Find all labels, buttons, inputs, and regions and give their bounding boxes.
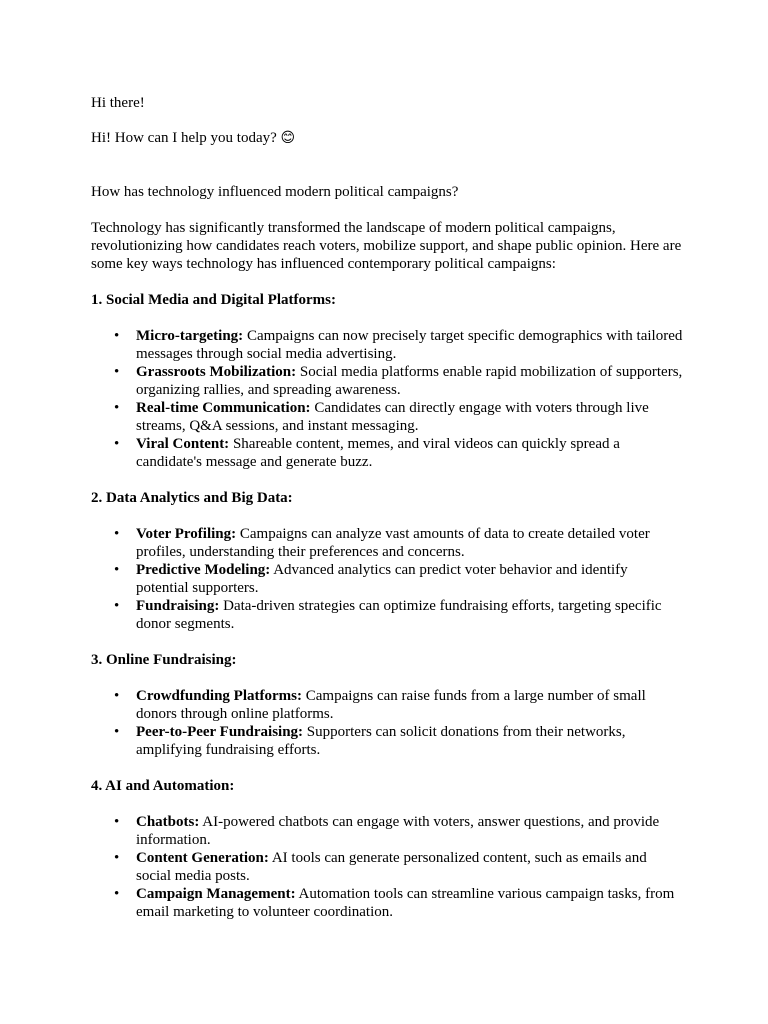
list-item-term: Real-time Communication: bbox=[136, 400, 311, 416]
list-item bbox=[114, 561, 683, 597]
list-item-text: Shareable content, memes, and viral videos can quickly spread a candidate's message and generate buzz. bbox=[136, 436, 620, 470]
bullet-icon: • bbox=[114, 598, 120, 614]
list-item-term: Crowdfunding Platforms: bbox=[136, 688, 302, 704]
section-list-social-media bbox=[91, 327, 683, 471]
list-item-text: Supporters can solicit donations from their networks, amplifying fundraising efforts. bbox=[136, 724, 626, 758]
list-item-text: Campaigns can raise funds from a large number of small donors through online platforms. bbox=[136, 688, 646, 722]
document-content bbox=[91, 94, 683, 939]
list-item-term: Fundraising: bbox=[136, 598, 220, 614]
list-item bbox=[114, 849, 683, 885]
list-item bbox=[114, 327, 683, 363]
list-item bbox=[114, 885, 683, 921]
list-item-text: Advanced analytics can predict voter behavior and identify potential supporters. bbox=[136, 562, 628, 596]
list-item bbox=[114, 363, 683, 399]
list-item bbox=[114, 813, 683, 849]
bullet-icon: • bbox=[114, 526, 120, 542]
bullet-icon: • bbox=[114, 364, 120, 380]
smiley-icon: 😊 bbox=[280, 130, 296, 146]
bullet-icon: • bbox=[114, 562, 120, 578]
bullet-icon: • bbox=[114, 814, 120, 830]
list-item-term: Content Generation: bbox=[136, 850, 269, 866]
list-item-text: Candidates can directly engage with voters through live streams, Q&A sessions, and instant messaging. bbox=[136, 400, 649, 434]
section-title-data-analytics: 2. Data Analytics and Big Data: bbox=[91, 490, 293, 506]
list-item-term: Predictive Modeling: bbox=[136, 562, 271, 578]
section-list-online-fundraising bbox=[91, 687, 683, 759]
bullet-icon: • bbox=[114, 850, 120, 866]
bullet-icon: • bbox=[114, 886, 120, 902]
bullet-icon: • bbox=[114, 328, 120, 344]
section-title-ai-automation: 4. AI and Automation: bbox=[91, 778, 235, 794]
list-item bbox=[114, 399, 683, 435]
assistant-greeting bbox=[91, 129, 683, 147]
list-item-term: Chatbots: bbox=[136, 814, 200, 830]
list-item-term: Micro-targeting: bbox=[136, 328, 244, 344]
bullet-icon: • bbox=[114, 400, 120, 416]
list-item-term: Campaign Management: bbox=[136, 886, 296, 902]
list-item-text: Data-driven strategies can optimize fundraising efforts, targeting specific donor segments. bbox=[136, 598, 662, 632]
bullet-icon: • bbox=[114, 688, 120, 704]
list-item bbox=[114, 687, 683, 723]
list-item bbox=[114, 723, 683, 759]
list-item-text: Automation tools can streamline various campaign tasks, from email marketing to volunteer coordination. bbox=[136, 886, 675, 920]
list-item-term: Voter Profiling: bbox=[136, 526, 237, 542]
list-item bbox=[114, 435, 683, 471]
section-title-social-media: 1. Social Media and Digital Platforms: bbox=[91, 292, 336, 308]
user-greeting: Hi there! bbox=[91, 95, 145, 111]
section-title-online-fundraising: 3. Online Fundraising: bbox=[91, 652, 237, 668]
list-item-term: Peer-to-Peer Fundraising: bbox=[136, 724, 304, 740]
section-list-data-analytics bbox=[91, 525, 683, 633]
list-item bbox=[114, 597, 683, 633]
bullet-icon: • bbox=[114, 436, 120, 452]
list-item-text: AI-powered chatbots can engage with voters, answer questions, and provide information. bbox=[136, 814, 660, 848]
list-item-term: Viral Content: bbox=[136, 436, 230, 452]
list-item bbox=[114, 525, 683, 561]
answer-intro: Technology has significantly transformed the landscape of modern political campaigns, revolutionizing how candidates reach voters, mobilize support, and shape public opinion. Here are some key ways technology has influenced contemporary political campaigns: bbox=[91, 220, 682, 272]
list-item-term: Grassroots Mobilization: bbox=[136, 364, 297, 380]
bullet-icon: • bbox=[114, 724, 120, 740]
user-question: How has technology influenced modern political campaigns? bbox=[91, 184, 459, 200]
list-item-text: Campaigns can analyze vast amounts of data to create detailed voter profiles, understanding their preferences and concerns. bbox=[136, 526, 650, 560]
assistant-greeting-text: Hi! How can I help you today? bbox=[91, 130, 281, 146]
list-item-text: Social media platforms enable rapid mobilization of supporters, organizing rallies, and spreading awareness. bbox=[136, 364, 683, 398]
list-item-text: AI tools can generate personalized content, such as emails and social media posts. bbox=[136, 850, 647, 884]
list-item-text: Campaigns can now precisely target specific demographics with tailored messages through social media advertising. bbox=[136, 328, 683, 362]
section-list-ai-automation bbox=[91, 813, 683, 921]
